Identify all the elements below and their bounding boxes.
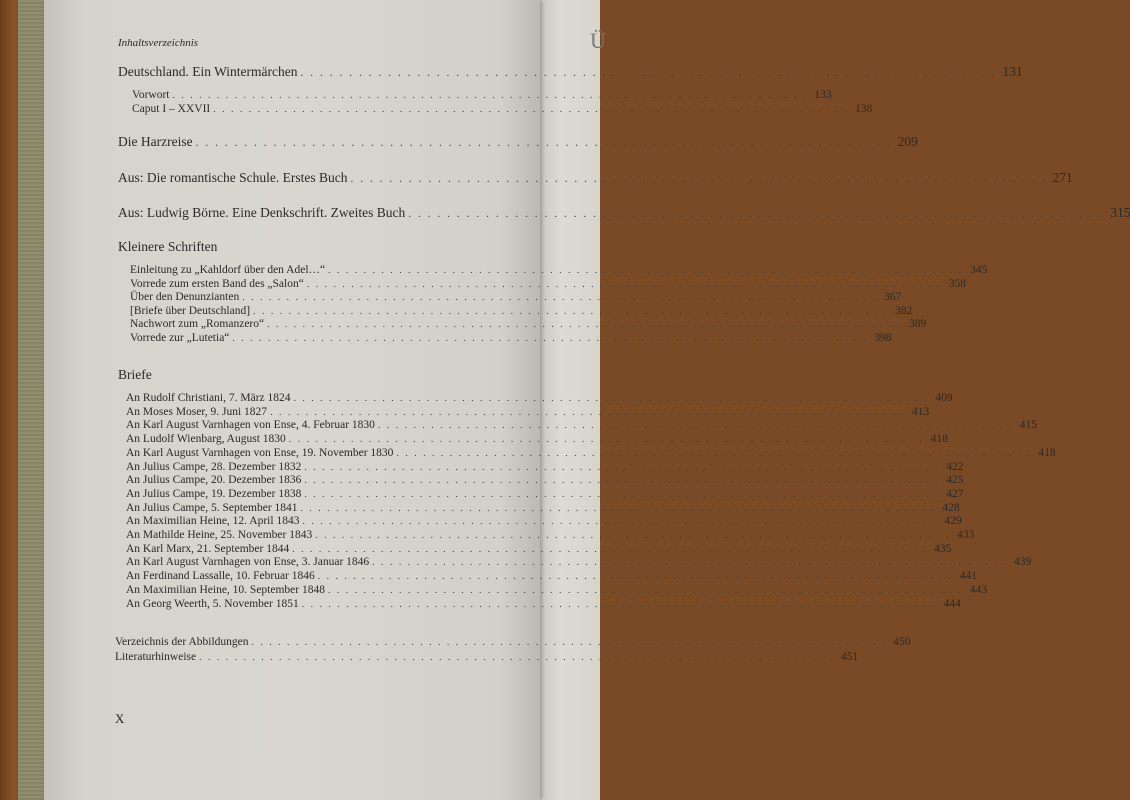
- toc-leader-dots: . . . . . . . . . . . . . . . . . . . . . . . . . . . . . . . . . . . . . . . . . . . . . . . . . . . . . . . . . . . . . . . . . . . . . . . .: [300, 67, 997, 79]
- toc-entry-page: 422: [946, 460, 964, 473]
- toc-leader-dots: . . . . . . . . . . . . . . . . . . . . . . . . . . . . . . . . . . . . . . . . . . . . . . . . . . . . . . . . . . . . . . . . . . . . . . . .: [199, 652, 835, 663]
- toc-entry-title: Nachwort zum „Romanzero“: [130, 318, 265, 331]
- toc-leader-dots: . . . . . . . . . . . . . . . . . . . . . . . . . . . . . . . . . . . . . . . . . . . . . . . . . . . . . . . . . . . . . . . . . . . . . . . .: [301, 598, 937, 610]
- toc-entry-page: 443: [969, 583, 988, 596]
- toc-entry-title: [Briefe über Deutschland]: [130, 304, 251, 317]
- toc-entry: [126, 460, 964, 473]
- toc-entry-page: 133: [814, 89, 832, 101]
- toc-entry: [130, 264, 988, 276]
- toc-entry-page: 315: [1110, 205, 1130, 220]
- toc-entry-page: 382: [894, 304, 913, 317]
- toc-entry-title: An Julius Campe, 19. Dezember 1838: [126, 487, 302, 500]
- toc-leader-dots: . . . . . . . . . . . . . . . . . . . . . . . . . . . . . . . . . . . . . . . . . . . . . . . . . . . . . . . . . . . . . . . . . . . . . . . .: [242, 292, 878, 304]
- toc-entry-title: An Julius Campe, 5. September 1841: [126, 501, 298, 514]
- toc-entry-page: 271: [1052, 170, 1073, 185]
- toc-entry: [130, 304, 913, 317]
- toc-entry: [126, 405, 930, 418]
- toc-entry-page: 435: [934, 542, 952, 555]
- toc-entry-title: Literaturhinweise: [115, 651, 197, 663]
- facing-page-glyph: Ü: [590, 28, 606, 53]
- toc-leader-dots: . . . . . . . . . . . . . . . . . . . . . . . . . . . . . . . . . . . . . . . . . . . . . . . . . . . . . . . . . . . . . . . . . . . . . . . .: [253, 305, 889, 317]
- toc-entry-page: 367: [884, 291, 902, 304]
- running-head: Inhaltsverzeichnis: [118, 37, 199, 49]
- toc-leader-dots: . . . . . . . . . . . . . . . . . . . . . . . . . . . . . . . . . . . . . . . . . . . . . . . . . . . . . . . . . . . . . . . . . . . . . . . .: [408, 208, 1105, 220]
- toc-entry-title: An Maximilian Heine, 12. April 1843: [126, 515, 300, 528]
- toc-entry-page: 409: [935, 392, 953, 404]
- toc-entry-page: 398: [874, 332, 892, 344]
- toc-leader-dots: . . . . . . . . . . . . . . . . . . . . . . . . . . . . . . . . . . . . . . . . . . . . . . . . . . . . . . . . . . . . . . . . . . . . . . . .: [195, 137, 892, 149]
- toc-entry-page: 427: [946, 487, 964, 500]
- toc-entry-title: Caput I – XXVII: [132, 103, 211, 115]
- toc-entry: [126, 474, 964, 487]
- toc-leader-dots: . . . . . . . . . . . . . . . . . . . . . . . . . . . . . . . . . . . . . . . . . . . . . . . . . . . . . . . . . . . . . . . . . . . . . . . .: [328, 265, 964, 276]
- toc-leader-dots: . . . . . . . . . . . . . . . . . . . . . . . . . . . . . . . . . . . . . . . . . . . . . . . . . . . . . . . . . . . . . . . . . . . . . . . .: [304, 461, 940, 473]
- toc-entry: [126, 556, 1032, 569]
- toc-entry-page: 425: [946, 474, 964, 487]
- toc-entry-page: 415: [1019, 419, 1038, 432]
- toc-entry-page: 131: [1002, 64, 1023, 79]
- toc-leader-dots: . . . . . . . . . . . . . . . . . . . . . . . . . . . . . . . . . . . . . . . . . . . . . . . . . . . . . . . . . . . . . . . . . . . . . . . .: [251, 637, 887, 648]
- toc-leader-dots: . . . . . . . . . . . . . . . . . . . . . . . . . . . . . . . . . . . . . . . . . . . . . . . . . . . . . . . . . . . . . . . . . . . . . . . .: [292, 543, 928, 555]
- toc-entry: [126, 529, 975, 541]
- toc-entry: [126, 542, 952, 555]
- toc-entry-page: 450: [893, 636, 911, 648]
- toc-entry-page: 428: [942, 501, 960, 514]
- toc-leader-dots: . . . . . . . . . . . . . . . . . . . . . . . . . . . . . . . . . . . . . . . . . . . . . . . . . . . . . . . . . . . . . . . . . . . . . . . .: [213, 104, 849, 115]
- toc-leader-dots: . . . . . . . . . . . . . . . . . . . . . . . . . . . . . . . . . . . . . . . . . . . . . . . . . . . . . . . . . . . . . . . . . . . . . . . .: [377, 420, 1014, 432]
- toc-entry-title: An Karl August Varnhagen von Ense, 4. Februar 1830: [126, 419, 375, 432]
- toc-entry-title: Vorwort: [132, 89, 170, 101]
- toc-entry: [130, 318, 927, 331]
- page-number: X: [115, 711, 125, 726]
- toc-entry-page: 389: [908, 318, 927, 331]
- toc-leader-dots: . . . . . . . . . . . . . . . . . . . . . . . . . . . . . . . . . . . . . . . . . . . . . . . . . . . . . . . . . . . . . . . . . . . . . . . .: [306, 278, 942, 290]
- toc-entry-title: An Rudolf Christiani, 7. März 1824: [126, 392, 291, 404]
- toc-entry-title: An Georg Weerth, 5. November 1851: [126, 597, 299, 610]
- toc-entry: [126, 583, 988, 596]
- toc-entry: [130, 277, 966, 290]
- toc-entry-title: An Ferdinand Lassalle, 10. Februar 1846: [126, 570, 315, 583]
- toc-leader-dots: . . . . . . . . . . . . . . . . . . . . . . . . . . . . . . . . . . . . . . . . . . . . . . . . . . . . . . . . . . . . . . . . . . . . . . . .: [317, 571, 953, 583]
- toc-entry: [126, 487, 964, 500]
- section-heading-briefe: Briefe: [118, 367, 152, 382]
- toc-entry-page: 418: [1038, 446, 1056, 459]
- toc-entry: [126, 433, 948, 446]
- toc-leader-dots: . . . . . . . . . . . . . . . . . . . . . . . . . . . . . . . . . . . . . . . . . . . . . . . . . . . . . . . . . . . . . . . . . . . . . . . .: [315, 530, 951, 541]
- toc-entry-title: An Karl Marx, 21. September 1844: [126, 542, 290, 555]
- toc-entry-title: An Moses Moser, 9. Juni 1827: [126, 405, 268, 418]
- toc-entry-title: Verzeichnis der Abbildungen: [115, 636, 249, 648]
- toc-entry-page: 413: [911, 405, 930, 418]
- toc-leader-dots: . . . . . . . . . . . . . . . . . . . . . . . . . . . . . . . . . . . . . . . . . . . . . . . . . . . . . . . . . . . . . . . . . . . . . . . .: [172, 90, 808, 101]
- toc-leader-dots: . . . . . . . . . . . . . . . . . . . . . . . . . . . . . . . . . . . . . . . . . . . . . . . . . . . . . . . . . . . . . . . . . . . . . . . .: [350, 173, 1047, 185]
- toc-entry: [126, 419, 1038, 432]
- toc-entry-title: Vorrede zur „Lutetia“: [130, 332, 230, 344]
- toc-entry-page: 358: [948, 277, 966, 290]
- toc-entry-title: Vorrede zum ersten Band des „Salon“: [130, 277, 304, 290]
- toc-entry-title: Einleitung zu „Kahldorf über den Adel…“: [130, 264, 326, 276]
- toc-entry: [118, 134, 918, 150]
- toc-entry: [130, 332, 892, 344]
- toc-entry: [126, 392, 953, 404]
- toc-entry: [118, 170, 1073, 186]
- toc-entry: [126, 597, 961, 610]
- toc-entry: [132, 103, 873, 115]
- toc-entry-page: 444: [943, 597, 961, 610]
- toc-entry-title: Aus: Ludwig Börne. Eine Denkschrift. Zweites Buch: [118, 205, 406, 220]
- toc-entry-title: An Julius Campe, 28. Dezember 1832: [126, 460, 302, 473]
- toc-leader-dots: . . . . . . . . . . . . . . . . . . . . . . . . . . . . . . . . . . . . . . . . . . . . . . . . . . . . . . . . . . . . . . . . . . . . . . . .: [304, 475, 940, 487]
- toc-entry-title: Über den Denunzianten: [130, 291, 240, 304]
- toc-entry-title: An Ludolf Wienbarg, August 1830: [126, 433, 286, 446]
- toc-entry-title: Deutschland. Ein Wintermärchen: [118, 64, 298, 79]
- toc-leader-dots: . . . . . . . . . . . . . . . . . . . . . . . . . . . . . . . . . . . . . . . . . . . . . . . . . . . . . . . . . . . . . . . . . . . . . . . .: [270, 406, 906, 418]
- toc-leader-dots: . . . . . . . . . . . . . . . . . . . . . . . . . . . . . . . . . . . . . . . . . . . . . . . . . . . . . . . . . . . . . . . . . . . . . . . .: [288, 434, 924, 446]
- toc-entry-page: 441: [959, 570, 977, 583]
- toc-entry: [126, 570, 977, 583]
- toc-entry: [126, 501, 960, 514]
- toc-leader-dots: . . . . . . . . . . . . . . . . . . . . . . . . . . . . . . . . . . . . . . . . . . . . . . . . . . . . . . . . . . . . . . . . . . . . . . . .: [327, 584, 964, 596]
- toc-leader-dots: . . . . . . . . . . . . . . . . . . . . . . . . . . . . . . . . . . . . . . . . . . . . . . . . . . . . . . . . . . . . . . . . . . . . . . . .: [300, 502, 936, 514]
- toc-entry-title: An Karl August Varnhagen von Ense, 3. Januar 1846: [126, 556, 370, 569]
- section-heading-kleinere-schriften: Kleinere Schriften: [118, 239, 218, 254]
- toc-leader-dots: . . . . . . . . . . . . . . . . . . . . . . . . . . . . . . . . . . . . . . . . . . . . . . . . . . . . . . . . . . . . . . . . . . . . . . . .: [396, 447, 1032, 459]
- toc-entry: [130, 291, 902, 304]
- toc-entry-title: An Maximilian Heine, 10. September 1848: [126, 583, 325, 596]
- toc-entry-page: 429: [944, 515, 962, 528]
- toc-leader-dots: . . . . . . . . . . . . . . . . . . . . . . . . . . . . . . . . . . . . . . . . . . . . . . . . . . . . . . . . . . . . . . . . . . . . . . . .: [304, 488, 940, 500]
- toc-entry-page: 418: [930, 433, 948, 446]
- toc-entry-page: 439: [1014, 556, 1032, 569]
- toc-entry-title: Die Harzreise: [118, 134, 193, 149]
- toc-entry-page: 345: [970, 264, 988, 276]
- toc-leader-dots: . . . . . . . . . . . . . . . . . . . . . . . . . . . . . . . . . . . . . . . . . . . . . . . . . . . . . . . . . . . . . . . . . . . . . . . .: [232, 333, 868, 344]
- toc-entry-title: An Julius Campe, 20. Dezember 1836: [126, 474, 302, 487]
- toc-entry: [126, 446, 1056, 459]
- toc-entry-page: 209: [897, 134, 918, 149]
- toc-entry-title: An Karl August Varnhagen von Ense, 19. November 1830: [126, 446, 394, 459]
- toc-entry-page: 451: [840, 651, 859, 663]
- toc-leader-dots: . . . . . . . . . . . . . . . . . . . . . . . . . . . . . . . . . . . . . . . . . . . . . . . . . . . . . . . . . . . . . . . . . . . . . . . .: [267, 319, 903, 331]
- toc-entry-page: 138: [855, 103, 873, 115]
- toc-entry: [115, 651, 859, 663]
- toc-entry-title: Aus: Die romantische Schule. Erstes Buch: [118, 170, 348, 185]
- toc-entry: [118, 205, 1130, 221]
- toc-entry: [115, 636, 911, 648]
- toc-leader-dots: . . . . . . . . . . . . . . . . . . . . . . . . . . . . . . . . . . . . . . . . . . . . . . . . . . . . . . . . . . . . . . . . . . . . . . . .: [293, 393, 929, 404]
- toc-leader-dots: . . . . . . . . . . . . . . . . . . . . . . . . . . . . . . . . . . . . . . . . . . . . . . . . . . . . . . . . . . . . . . . . . . . . . . . .: [302, 516, 938, 528]
- toc-entry-page: 433: [957, 529, 975, 541]
- toc-leader-dots: . . . . . . . . . . . . . . . . . . . . . . . . . . . . . . . . . . . . . . . . . . . . . . . . . . . . . . . . . . . . . . . . . . . . . . . .: [372, 557, 1008, 569]
- toc-entry: [126, 515, 962, 528]
- toc-entry: [118, 64, 1023, 80]
- toc-entry-title: An Mathilde Heine, 25. November 1843: [126, 529, 313, 541]
- toc-entry: [132, 89, 832, 101]
